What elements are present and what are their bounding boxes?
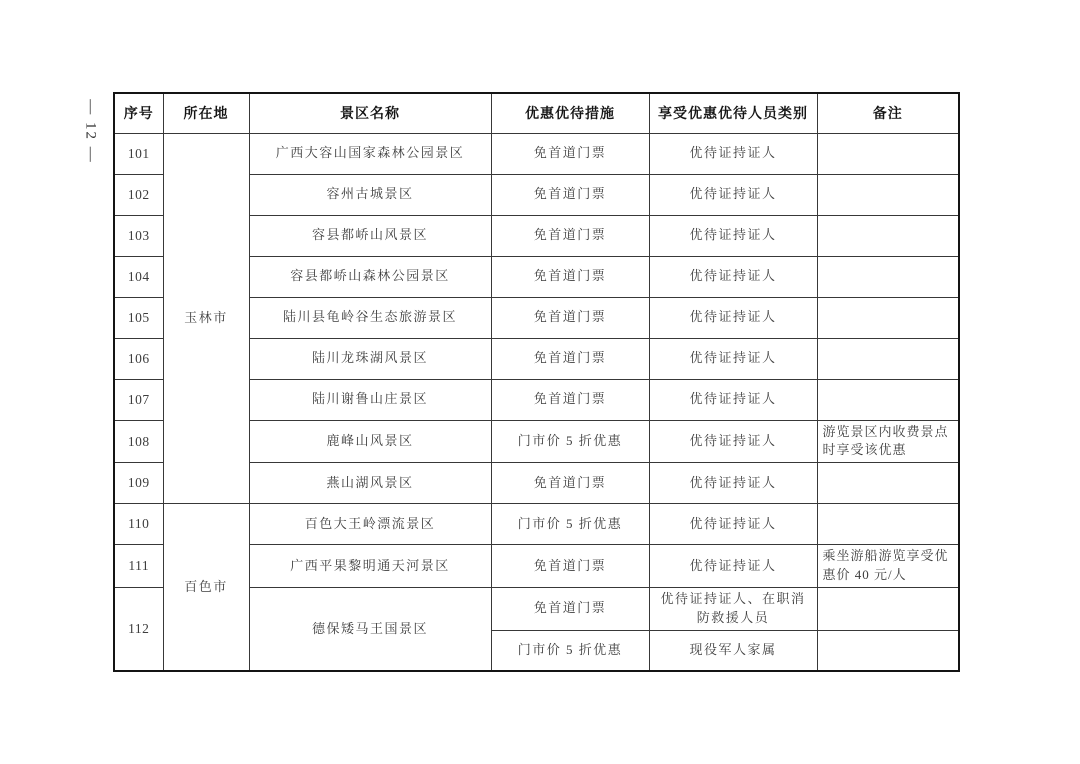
remark-cell: [817, 297, 959, 338]
scenic-name-cell: 德保矮马王国景区: [249, 587, 491, 671]
discount-table: [113, 92, 960, 672]
measure-cell: 免首道门票: [491, 215, 649, 256]
remark-cell: [817, 256, 959, 297]
measure-cell: 免首道门票: [491, 338, 649, 379]
scenic-name-cell: 容县都峤山风景区: [249, 215, 491, 256]
measure-cell: 门市价 5 折优惠: [491, 630, 649, 671]
scenic-name-cell: 陆川县龟岭谷生态旅游景区: [249, 297, 491, 338]
remark-cell: [817, 379, 959, 420]
seq-cell: 108: [114, 420, 163, 463]
remark-cell: [817, 338, 959, 379]
measure-cell: 免首道门票: [491, 545, 649, 588]
seq-cell: 109: [114, 463, 163, 504]
seq-cell: 104: [114, 256, 163, 297]
table-row: [114, 133, 959, 174]
scenic-name-cell: 百色大王岭漂流景区: [249, 504, 491, 545]
remark-cell: [817, 504, 959, 545]
header-remark: 备注: [817, 93, 959, 133]
category-cell: 优待证持证人: [649, 504, 817, 545]
remark-cell: [817, 174, 959, 215]
header-scenic-name: 景区名称: [249, 93, 491, 133]
seq-cell: 110: [114, 504, 163, 545]
remark-cell: 乘坐游船游览享受优惠价 40 元/人: [817, 545, 959, 588]
page-number: — 12 —: [82, 99, 99, 164]
category-cell: 优待证持证人: [649, 174, 817, 215]
measure-cell: 门市价 5 折优惠: [491, 420, 649, 463]
category-cell: 优待证持证人: [649, 545, 817, 588]
measure-cell: 免首道门票: [491, 297, 649, 338]
scenic-name-cell: 陆川谢鲁山庄景区: [249, 379, 491, 420]
measure-cell: 免首道门票: [491, 133, 649, 174]
seq-cell: 101: [114, 133, 163, 174]
scenic-name-cell: 燕山湖风景区: [249, 463, 491, 504]
header-measure: 优惠优待措施: [491, 93, 649, 133]
category-cell: 优待证持证人: [649, 338, 817, 379]
remark-cell: [817, 133, 959, 174]
seq-cell: 107: [114, 379, 163, 420]
location-cell-baise: 百色市: [163, 504, 249, 671]
category-cell: 优待证持证人、在职消防救援人员: [649, 587, 817, 630]
scenic-name-cell: 广西大容山国家森林公园景区: [249, 133, 491, 174]
measure-cell: 免首道门票: [491, 379, 649, 420]
category-cell: 优待证持证人: [649, 463, 817, 504]
seq-cell: 102: [114, 174, 163, 215]
category-cell: 优待证持证人: [649, 133, 817, 174]
measure-cell: 免首道门票: [491, 256, 649, 297]
seq-cell: 105: [114, 297, 163, 338]
table-header-row: [114, 93, 959, 133]
category-cell: 优待证持证人: [649, 215, 817, 256]
remark-cell: [817, 630, 959, 671]
category-cell: 优待证持证人: [649, 256, 817, 297]
table-row: [114, 504, 959, 545]
remark-cell: [817, 463, 959, 504]
measure-cell: 门市价 5 折优惠: [491, 504, 649, 545]
remark-cell: [817, 215, 959, 256]
seq-cell: 112: [114, 587, 163, 671]
header-category: 享受优惠优待人员类别: [649, 93, 817, 133]
category-cell: 优待证持证人: [649, 297, 817, 338]
seq-cell: 106: [114, 338, 163, 379]
location-cell-yulin: 玉林市: [163, 133, 249, 504]
category-cell: 现役军人家属: [649, 630, 817, 671]
scenic-name-cell: 鹿峰山风景区: [249, 420, 491, 463]
header-seq: 序号: [114, 93, 163, 133]
category-cell: 优待证持证人: [649, 420, 817, 463]
seq-cell: 111: [114, 545, 163, 588]
measure-cell: 免首道门票: [491, 174, 649, 215]
category-cell: 优待证持证人: [649, 379, 817, 420]
scenic-name-cell: 广西平果黎明通天河景区: [249, 545, 491, 588]
remark-cell: [817, 587, 959, 630]
scenic-name-cell: 陆川龙珠湖风景区: [249, 338, 491, 379]
measure-cell: 免首道门票: [491, 587, 649, 630]
scenic-name-cell: 容州古城景区: [249, 174, 491, 215]
remark-cell: 游览景区内收费景点时享受该优惠: [817, 420, 959, 463]
seq-cell: 103: [114, 215, 163, 256]
scenic-name-cell: 容县都峤山森林公园景区: [249, 256, 491, 297]
header-location: 所在地: [163, 93, 249, 133]
measure-cell: 免首道门票: [491, 463, 649, 504]
